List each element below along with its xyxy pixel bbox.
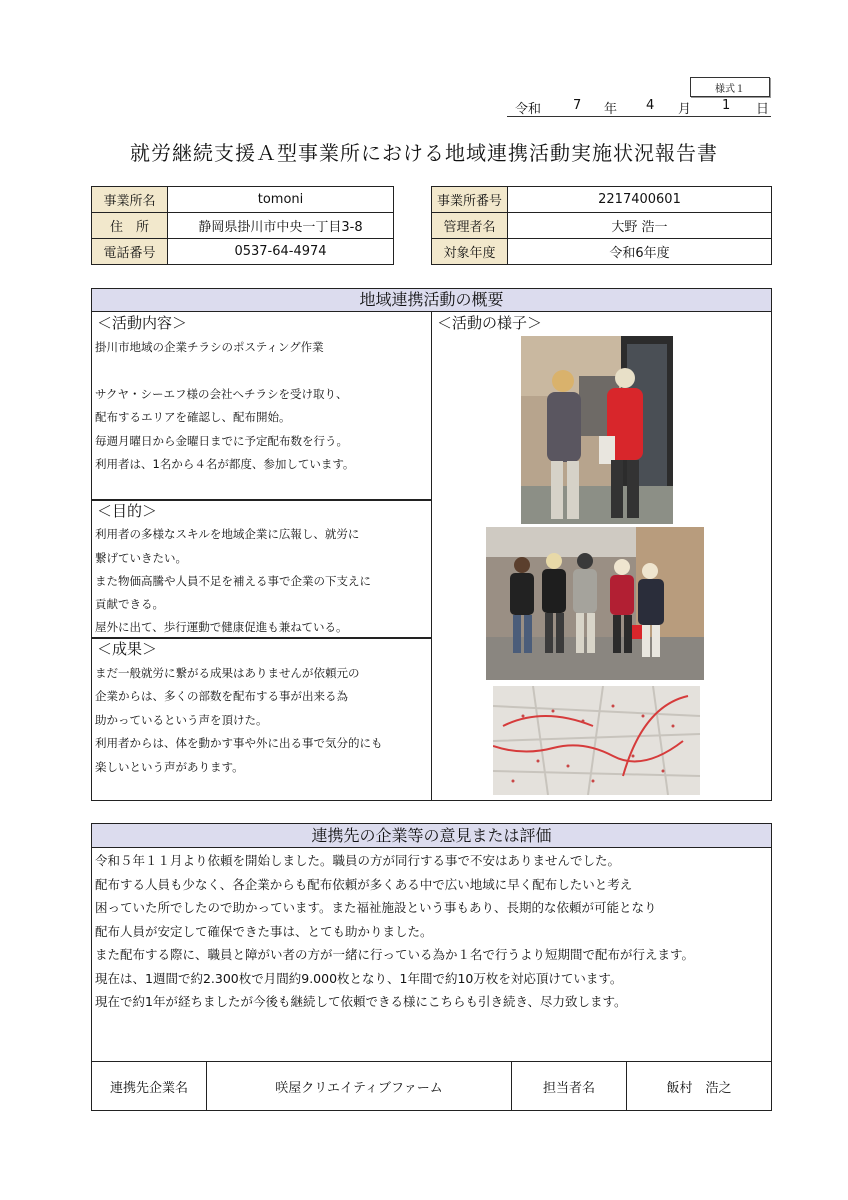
phone-value: 0537-64-4974	[168, 239, 394, 265]
partner-value: 咲屋クリエイティブファーム	[207, 1062, 512, 1111]
partner-label: 連携先企業名	[92, 1062, 207, 1111]
activity-line: 毎週月曜日から金曜日までに予定配布数を行う。	[95, 434, 348, 448]
distribution-map-photo	[493, 686, 700, 795]
result-line: 助かっているという声を頂けた。	[95, 713, 268, 727]
report-date	[507, 98, 771, 117]
evaluation-line: 配布する人員も少なく、各企業からも配布依頼が多くある中で広い地域に早く配布したいと考え	[95, 877, 633, 892]
partner-table	[91, 1061, 772, 1111]
office-name-row	[92, 187, 394, 213]
person-value: 飯村 浩之	[627, 1062, 772, 1111]
result-line: 企業からは、多くの部数を配布する事が出来る為	[95, 689, 348, 703]
office-detail-table	[431, 186, 772, 265]
activity-photo-mailbox	[521, 336, 673, 524]
evaluation-line: 配布人員が安定して確保できた事は、とても助かりました。	[95, 924, 433, 939]
result-box	[91, 637, 432, 801]
evaluation-header: 連携先の企業等の意見または評価	[91, 823, 772, 848]
date-month: 4	[646, 98, 655, 113]
result-line: まだ一般就労に繋がる成果はありませんが依頼元の	[95, 666, 360, 680]
activity-line: 配布するエリアを確認し、配布開始。	[95, 410, 291, 424]
date-month-unit: 月	[678, 102, 692, 117]
phone-row	[92, 239, 394, 265]
office-number-row	[432, 187, 772, 213]
office-number-value: 2217400601	[508, 187, 772, 213]
date-era: 令和	[515, 102, 542, 117]
target-year-row	[432, 239, 772, 265]
activity-content-box	[91, 311, 432, 501]
evaluation-line: 令和５年１１月より依頼を開始しました。職員の方が同行する事で不安はありませんでした。	[95, 853, 621, 868]
date-year: 7	[573, 98, 582, 113]
activity-photos-heading: ＜活動の様子＞	[437, 314, 543, 332]
group-photo	[486, 527, 704, 680]
evaluation-line: 困っていた所でしたので助かっています。また福祉施設という事もあり、長期的な依頼が可能となり	[95, 900, 657, 915]
page-title: 就労継続支援Ａ型事業所における地域連携活動実施状況報告書	[130, 141, 718, 165]
office-info-table	[91, 186, 394, 265]
office-name-label: 事業所名	[92, 187, 168, 213]
activity-content-heading: ＜活動内容＞	[97, 314, 188, 332]
date-day: 1	[722, 98, 731, 113]
purpose-box	[91, 499, 432, 639]
activity-line: サクヤ・シーエフ様の会社へチラシを受け取り、	[95, 387, 348, 401]
purpose-line: 屋外に出て、歩行運動で健康促進も兼ねている。	[95, 620, 348, 634]
purpose-line: 繋げていきたい。	[95, 551, 187, 565]
purpose-line: 利用者の多様なスキルを地域企業に広報し、就労に	[95, 527, 360, 541]
manager-row	[432, 213, 772, 239]
result-line: 利用者からは、体を動かす事や外に出る事で気分的にも	[95, 736, 383, 750]
address-value: 静岡県掛川市中央一丁目3-8	[168, 213, 394, 239]
evaluation-line: 現在は、1週間で約2.300枚で月間約9.000枚となり、1年間で約10万枚を対応頂けています。	[95, 971, 623, 986]
phone-label: 電話番号	[92, 239, 168, 265]
date-day-unit: 日	[756, 102, 770, 117]
activity-line: 掛川市地域の企業チラシのポスティング作業	[95, 340, 324, 354]
purpose-line: 貢献できる。	[95, 597, 164, 611]
target-year-label: 対象年度	[432, 239, 508, 265]
evaluation-line: また配布する際に、職員と障がい者の方が一緒に行っている為か１名で行うより短期間で配布が行えます。	[95, 947, 695, 962]
purpose-heading: ＜目的＞	[97, 502, 158, 520]
address-row	[92, 213, 394, 239]
manager-value: 大野 浩一	[508, 213, 772, 239]
office-number-label: 事業所番号	[432, 187, 508, 213]
form-number-badge: 様式１	[690, 77, 770, 97]
result-line: 楽しいという声があります。	[95, 760, 244, 774]
result-heading: ＜成果＞	[97, 640, 158, 658]
date-year-unit: 年	[604, 102, 618, 117]
activity-line: 利用者は、1名から４名が都度、参加しています。	[95, 457, 355, 471]
activity-photos-box	[431, 311, 772, 801]
overview-header: 地域連携活動の概要	[91, 288, 772, 312]
partner-row	[92, 1062, 772, 1111]
office-name-value: tomoni	[168, 187, 394, 213]
evaluation-line: 現在で約1年が経ちましたが今後も継続して依頼できる様にこちらも引き続き、尽力致します。	[95, 994, 627, 1009]
address-label: 住 所	[92, 213, 168, 239]
evaluation-box	[91, 847, 772, 1062]
target-year-value: 令和6年度	[508, 239, 772, 265]
purpose-line: また物価高騰や人員不足を補える事で企業の下支えに	[95, 574, 371, 588]
manager-label: 管理者名	[432, 213, 508, 239]
person-label: 担当者名	[512, 1062, 627, 1111]
